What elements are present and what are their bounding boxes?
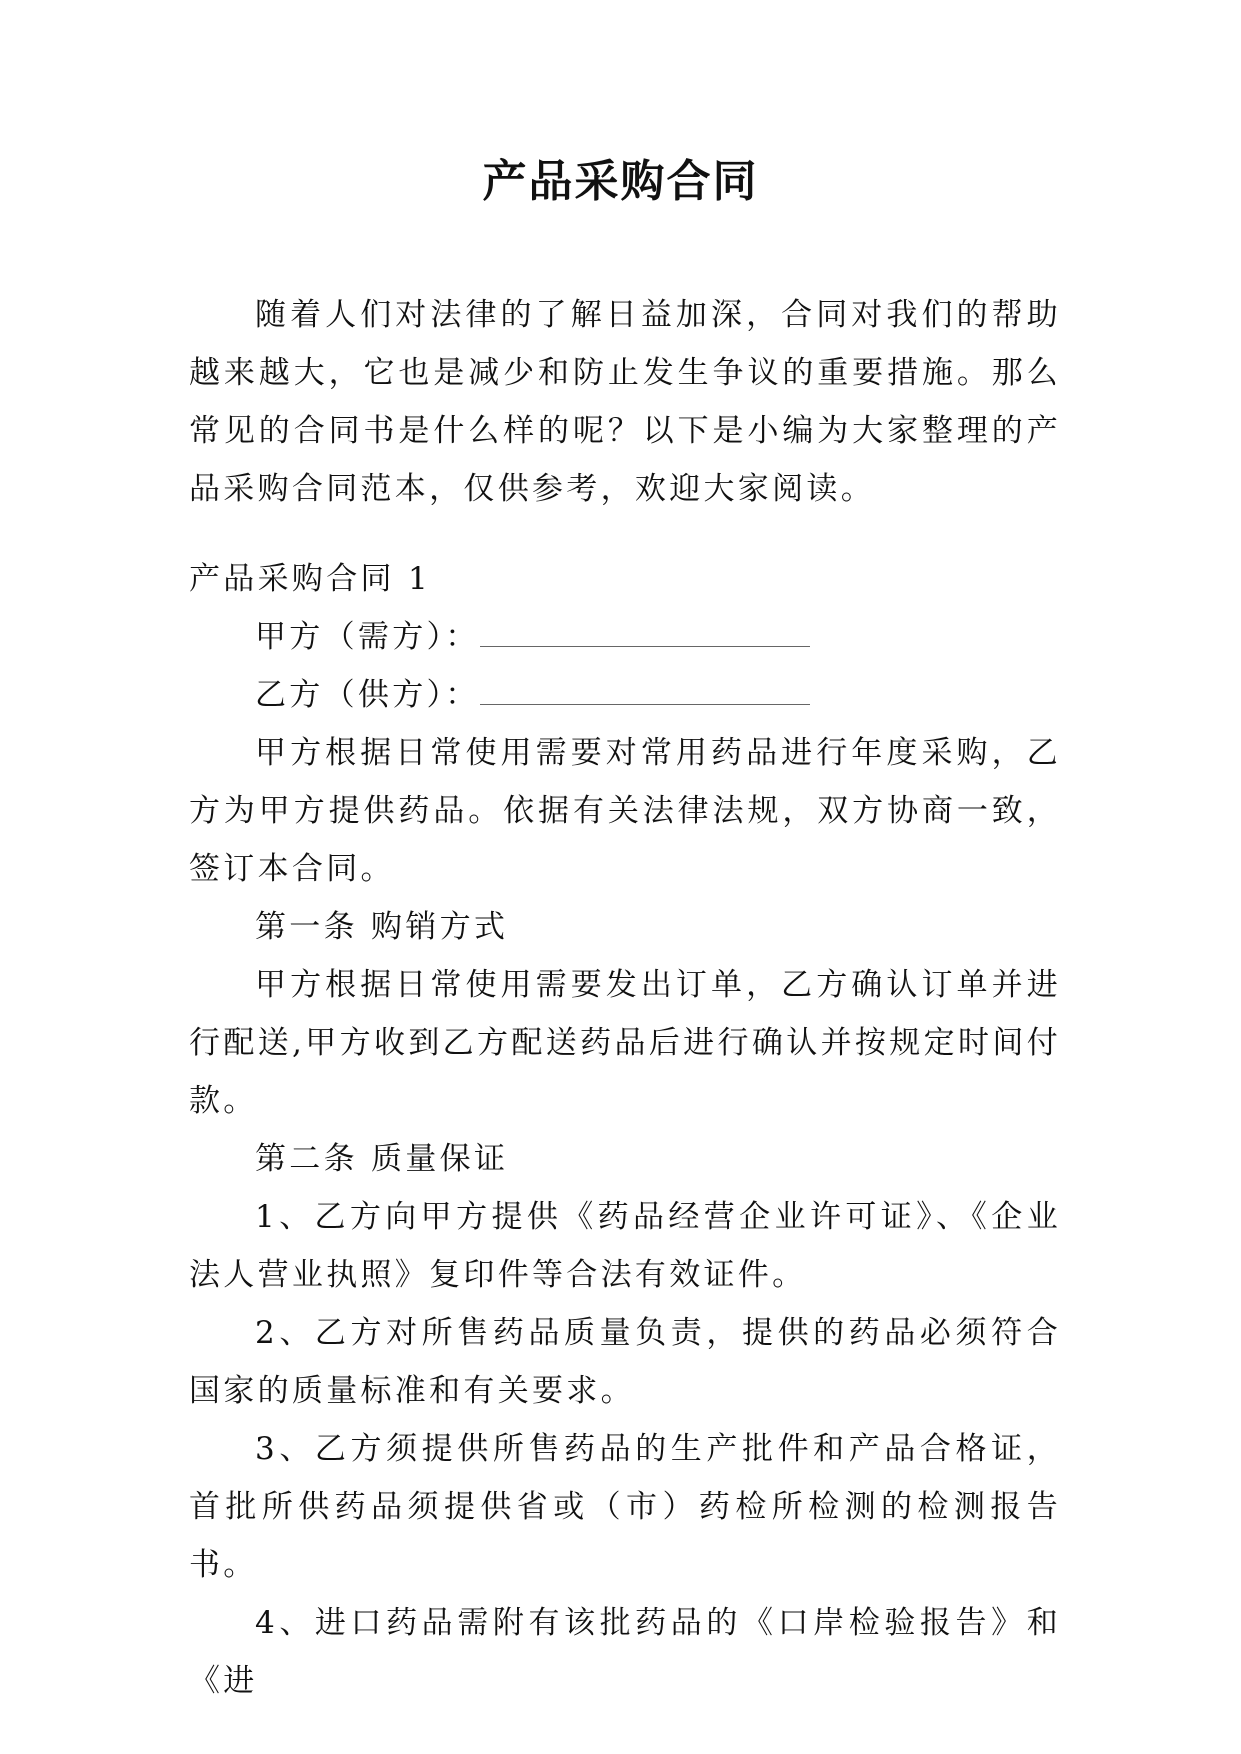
article-2-title: 第二条 质量保证 [255,1141,509,1177]
party-b-line [189,666,1061,724]
article-1-title: 第一条 购销方式 [255,909,509,945]
party-a-label: 甲方（需方）： [255,619,480,655]
party-b-blank-line [480,678,810,705]
party-b-label: 乙方（供方）： [255,677,480,713]
party-a-blank-line [480,620,810,647]
quality-item-2: 2、乙方对所售药品质量负责，提供的药品必须符合国家的质量标准和有关要求。 [189,1315,1061,1409]
document-title: 产品采购合同 [482,156,759,207]
document-body [189,286,1061,1710]
paragraph-gap [189,518,1061,550]
quality-item-3: 3、乙方须提供所售药品的生产批件和产品合格证，首批所供药品须提供省或（市）药检所检测的检测报告书。 [189,1431,1061,1583]
quality-item-4: 4、进口药品需附有该批药品的《口岸检验报告》和《进 [189,1605,1061,1699]
party-a-line [189,608,1061,666]
contract-heading: 产品采购合同 1 [189,561,431,597]
quality-item-1: 1、乙方向甲方提供《药品经营企业许可证》、《企业法人营业执照》复印件等合法有效证件。 [189,1199,1061,1293]
intro-paragraph: 随着人们对法律的了解日益加深，合同对我们的帮助越来越大，它也是减少和防止发生争议的重要措施。那么常见的合同书是什么样的呢？以下是小编为大家整理的产品采购合同范本，仅供参考，欢迎大家阅读。 [189,297,1061,507]
preamble-paragraph: 甲方根据日常使用需要对常用药品进行年度采购，乙方为甲方提供药品。依据有关法律法规，双方协商一致，签订本合同。 [189,735,1061,887]
article-1-text: 甲方根据日常使用需要发出订单，乙方确认订单并进行配送,甲方收到乙方配送药品后进行确认并按规定时间付款。 [189,967,1061,1119]
